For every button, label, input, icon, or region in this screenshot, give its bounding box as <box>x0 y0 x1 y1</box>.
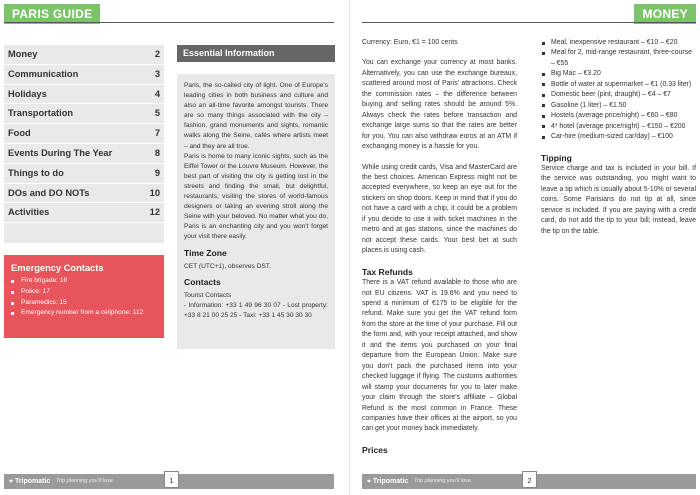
toc-page: 10 <box>149 187 160 198</box>
column-left <box>362 38 517 456</box>
page-number: 2 <box>522 471 537 488</box>
toc-item-transportation[interactable] <box>4 104 164 124</box>
exchange-paragraph: You can exchange your currency at most banks. Alternatively, you can use the exchange bureaux, scattered around most of Paris' attractions. Check the commission rates – the difference between buying and selling rates should be around 5%. Always check the rates before transaction and exchange large sums so that the rates are better for you. You can also withdraw euros at an ATM if exchanging money is a hassle for you. <box>362 59 517 151</box>
contacts-text: - Information: +33 1 49 96 30 07 - Lost property: +33 8 21 00 25 25 - Taxi: +33 1 45 30 30 30 <box>184 301 328 319</box>
footer-tagline: Trip planning you'll love <box>56 478 113 484</box>
logo-pin-icon: ⌖ <box>367 478 371 485</box>
currency-line: Currency: Euro, €1 = 100 cents <box>362 39 458 46</box>
list-item: Paramedics: 15 <box>21 298 164 309</box>
toc-page: 12 <box>149 207 160 218</box>
toc-label: Transportation <box>8 108 74 119</box>
toc-label: Holidays <box>8 88 47 99</box>
toc-item-food[interactable] <box>4 124 164 144</box>
tax-refunds-text: There is a VAT refund available to those who are not EU citizens. VAT is 19.6% and you need to spend a minimum of €175 to be eligible for the refund. Make sure you get the VAT refund form from the store at the time of your purchase. Fill out the form and, with your receipt attached, and show it and the items you purchased on your final departure from the European Union. Make sure you don't pack the purchased items into your checked luggage if flying. The customs authorities will stamp your documents for you to later make your claim through the store's affiliate – Global Refund is the most common in France. These companies have their offices at the airport, so you can get your money back immediately. <box>362 279 517 433</box>
toc-label: Activities <box>8 207 50 218</box>
toc-item-holidays[interactable] <box>4 85 164 105</box>
toc-page: 9 <box>154 167 160 178</box>
page-header-tab: MONEY <box>634 4 696 24</box>
timezone-text: CET (UTC+1), observes DST. <box>184 262 271 270</box>
tripomatic-logo <box>9 475 50 488</box>
column-right <box>541 38 696 237</box>
toc-page: 2 <box>154 49 160 59</box>
cards-paragraph: While using credit cards, Visa and MasterCard are the best choices. American Express might not be accepted everywhere, so keep an eye out for the stickers on shop doors. Keep in mind that if you do not have a card with a chip, it could be a problem if you decide to use it with ticket machines in the metro and at gas stations, since the machines do not accept these cards. Your best bet at such places is using cash. <box>362 163 517 255</box>
table-of-contents <box>4 45 164 243</box>
toc-label: Events During The Year <box>8 147 113 158</box>
list-item: Police: 17 <box>21 287 164 298</box>
list-item: Gasoline (1 liter) – €1.50 <box>551 101 696 111</box>
toc-label: DOs and DO NOTs <box>8 187 90 198</box>
tax-refunds-heading: Tax Refunds <box>362 266 413 277</box>
toc-page: 3 <box>154 68 160 79</box>
toc-item-money[interactable] <box>4 45 164 65</box>
list-item: Car-hire (medium-sized car/day) – €100 <box>551 132 696 142</box>
header-rule <box>4 22 334 23</box>
toc-item-communication[interactable] <box>4 65 164 85</box>
list-item: Bottle of water at supermarket – €1 (0.33 liter) <box>551 80 696 90</box>
toc-label: Money <box>8 49 38 59</box>
list-item: Domestic beer (pint, draught) – €4 – €7 <box>551 90 696 100</box>
list-item: Emergency number from a cellphone: 112 <box>21 308 164 319</box>
list-item: Big Mac – €3.20 <box>551 69 696 79</box>
toc-label: Food <box>8 128 31 139</box>
toc-page: 5 <box>154 108 160 119</box>
tipping-heading: Tipping <box>541 152 572 163</box>
toc-item-dos-and-donts[interactable] <box>4 184 164 204</box>
logo-text: Tripomatic <box>14 478 51 485</box>
prices-heading: Prices <box>362 444 388 455</box>
tripomatic-logo <box>367 475 408 488</box>
logo-text: Tripomatic <box>372 478 409 485</box>
emergency-contacts-box <box>4 255 164 338</box>
footer-tagline: Trip planning you'll love <box>414 478 471 484</box>
toc-item-events[interactable] <box>4 144 164 164</box>
tipping-text: Service charge and tax is included in your bill. If the service was outstanding, you might want to leave a tip which is usually about 5-10% or several coins. Some Parisians do not tip at all, since service is included. If you are paying with a credit card, do not add the tip to your bill; instead, leave the tip on the table. <box>541 164 696 235</box>
intro-paragraph-1: Paris, the so-called city of light. One of Europe's leading cities in both business and culture and also an all-time favorite amongst tourists. There are so many things associated with the city – fashion, grand monuments and sights, romantic walks along the Seine, cafés where artists meet – and they are all true. <box>184 82 328 150</box>
list-item: Hostels (average price/night) – €60 – €80 <box>551 111 696 121</box>
contacts-subheading: Tourist Contacts <box>184 291 232 299</box>
toc-item-things-to-do[interactable] <box>4 164 164 184</box>
toc-page: 4 <box>154 88 160 99</box>
toc-label: Things to do <box>8 167 64 178</box>
emergency-list <box>4 276 164 319</box>
logo-pin-icon: ⌖ <box>9 478 13 485</box>
page-header-tab: PARIS GUIDE <box>4 4 100 24</box>
list-item: Fire brigade: 18 <box>21 276 164 287</box>
essential-info-box <box>177 74 335 349</box>
emergency-title: Emergency Contacts <box>11 263 104 273</box>
intro-paragraph-2: Paris is home to many iconic sights, such as the Eiffel Tower or the Louvre Museum. However, the best part of visiting the city is getting lost in the streets and finding the small, but delightful, restaurants, visiting the stores of world-famous designers or taking an evening stroll along the Seine with your beloved. No matter what you do, Paris is an enchanting city and you won't forget your visit there easily. <box>184 152 328 241</box>
essential-info-title: Essential Information <box>177 45 335 62</box>
toc-item-activities[interactable] <box>4 203 164 223</box>
page-number: 1 <box>164 471 179 488</box>
guide-page-2 <box>350 0 700 495</box>
contacts-heading: Contacts <box>184 276 221 287</box>
list-item: Meal, inexpensive restaurant – €10 – €20 <box>551 38 696 48</box>
header-rule <box>362 22 696 23</box>
list-item: 4* hotel (average price/night) – €150 – €200 <box>551 122 696 132</box>
toc-page: 7 <box>154 128 160 139</box>
list-item: Meal for 2, mid-range restaurant, three-course – €55 <box>551 48 696 69</box>
prices-list <box>541 38 696 143</box>
toc-label: Communication <box>8 68 79 79</box>
timezone-heading: Time Zone <box>184 247 227 258</box>
toc-page: 8 <box>154 147 160 158</box>
